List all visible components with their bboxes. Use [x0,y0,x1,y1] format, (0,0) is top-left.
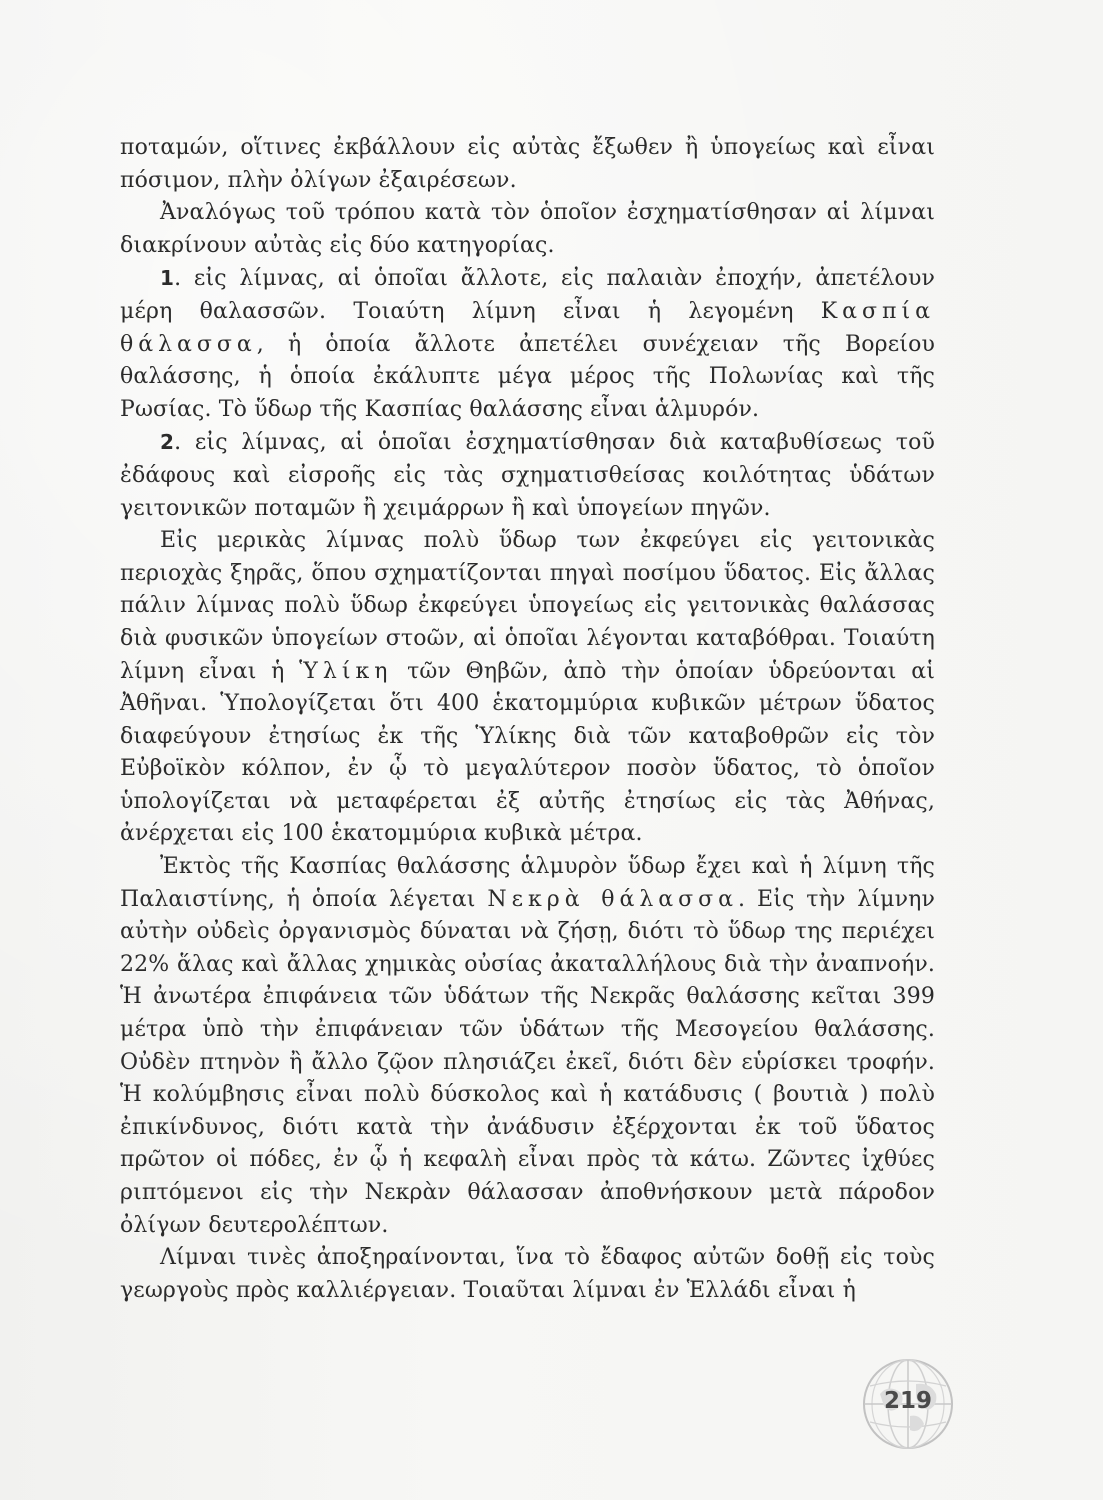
text-run: . Εἰς τὴν λίμνην αὐτὴν οὐδεὶς ὀργανισμὸς δύναται νὰ ζήσῃ, διότι τὸ ὕδωρ της περιέχει 22% ἅλας καὶ ἄλλας χημικὰς οὐσίας ἀκαταλλήλους διὰ τὴν ἀναπνοήν. Ἡ ἀνωτέρα ἐπιφάνεια τῶν ὑδάτων τῆς Νεκρᾶς θαλάσσης κεῖται 399 μέτρα ὑπὸ τὴν ἐπιφάνειαν τῶν ὑδάτων τῆς Μεσογείου θαλάσσης. Οὐδὲν πτηνὸν ἢ ἄλλο ζῷον πλησιάζει ἐκεῖ, διότι δὲν εὑρίσκει τροφήν. Ἡ κολύμβησις εἶναι πολὺ δύσκολος καὶ ἡ κατάδυσις ( βουτιὰ ) πολὺ ἐπικίνδυνος, διότι κατὰ τὴν ἀνάδυσιν ἐξέρχονται ἐκ τοῦ ὕδατος πρῶτον οἱ πόδες, ἐν ᾧ ἡ κεφαλὴ εἶναι πρὸς τὰ κάτω. Ζῶντες ἰχθύες ριπτόμενοι εἰς τὴν Νεκρὰν θάλασσαν ἀποθνήσκουν μετὰ πάροδον ὀλίγων δευτερολέπτων. [120,886,935,1238]
paragraph [120,132,935,197]
text-run: Ἐκτὸς τῆς Κασπίας θαλάσσης ἁλμυρὸν ὕδωρ ἔχει καὶ ἡ λίμνη τῆς Παλαιστίνης, ἡ ὁποία λέγεται [120,854,935,912]
list-number: 2 [160,430,175,455]
paragraph [120,851,935,1242]
text-run: Ἀναλόγως τοῦ τρόπου κατὰ τὸν ὁποῖον ἐσχηματίσθησαν αἱ λίμναι διακρίνουν αὐτὰς εἰς δύο κατηγορίας. [120,200,935,258]
text-run: Εἰς μερικὰς λίμνας πολὺ ὕδωρ των ἐκφεύγει εἰς γειτονικὰς περιοχὰς ξηρᾶς, ὅπου σχηματίζονται πηγαὶ ποσίμου ὕδατος. Εἰς ἄλλας πάλιν λίμνας πολὺ ὕδωρ ἐκφεύγει ὑπογείως εἰς γειτονικὰς θαλάσσας διὰ φυσικῶν ὑπογείων στοῶν, αἱ ὁποῖαι λέγονται καταβόθραι. Τοιαύτη λίμνη εἶναι ἡ [120,528,935,684]
paragraph [120,197,935,262]
text-run: . εἰς λίμνας, αἱ ὁποῖαι ἐσχηματίσθησαν διὰ καταβυθίσεως τοῦ ἐδάφους καὶ εἰσροῆς εἰς τὰς σχηματισθείσας κοιλότητας ὑδάτων γειτονικῶν ποταμῶν ἢ χειμάρρων ἢ καὶ ὑπογείων πηγῶν. [120,430,935,521]
text-run: , ἡ ὁποία ἄλλοτε ἀπετέλει συνέχειαν τῆς Βορείου θαλάσσης, ἡ ὁποία ἐκάλυπτε μέγα μέρος τῆς Πολωνίας καὶ τῆς Ρωσίας. Τὸ ὕδωρ τῆς Κασπίας θαλάσσης εἶναι ἁλμυρόν. [120,331,935,422]
emphasized-term: Κασπία θάλασσα [120,298,935,357]
page-number-badge [858,1354,958,1454]
paragraph [120,1242,935,1307]
paragraph [120,525,935,851]
emphasized-term: Νεκρὰ θάλασσα [487,886,739,912]
text-run: τῶν Θηβῶν, ἀπὸ τὴν ὁποίαν ὑδρεύονται αἱ Ἀθῆναι. Ὑπολογίζεται ὅτι 400 ἑκατομμύρια κυβικῶν μέτρων ὕδατος διαφεύγουν ἐτησίως ἐκ τῆς Ὑλίκης διὰ τῶν καταβοθρῶν εἰς τὸν Εὐβοϊκὸν κόλπον, ἐν ᾧ τὸ μεγαλύτερον ποσὸν ὕδατος, τὸ ὁποῖον ὑπολογίζεται νὰ μεταφέρεται ἐξ αὐτῆς ἐτησίως εἰς τὰς Ἀθήνας, ἀνέρχεται εἰς 100 ἑκατομμύρια κυβικὰ μέτρα. [120,658,935,847]
paragraph [120,262,935,426]
text-run: . εἰς λίμνας, αἱ ὁποῖαι ἄλλοτε, εἰς παλαιὰν ἐποχήν, ἀπετέλουν μέρη θαλασσῶν. Τοιαύτη λίμνη εἶναι ἡ λεγομένη [120,266,935,324]
text-run: Λίμναι τινὲς ἀποξηραίνονται, ἵνα τὸ ἔδαφος αὐτῶν δοθῇ εἰς τοὺς γεωργοὺς πρὸς καλλιέργειαν. Τοιαῦται λίμναι ἐν Ἑλλάδι εἶναι ἡ [120,1245,935,1303]
paragraph [120,426,935,525]
emphasized-term: Ὑλίκη [299,658,393,684]
text-run: ποταμών, οἵτινες ἐκβάλλουν εἰς αὐτὰς ἔξωθεν ἢ ὑπογείως καὶ εἶναι πόσιμον, πλὴν ὀλίγων ἐξαιρέσεων. [120,135,935,193]
body-text [120,132,935,1307]
list-number: 1 [160,266,175,291]
page-number: 219 [883,1388,932,1414]
